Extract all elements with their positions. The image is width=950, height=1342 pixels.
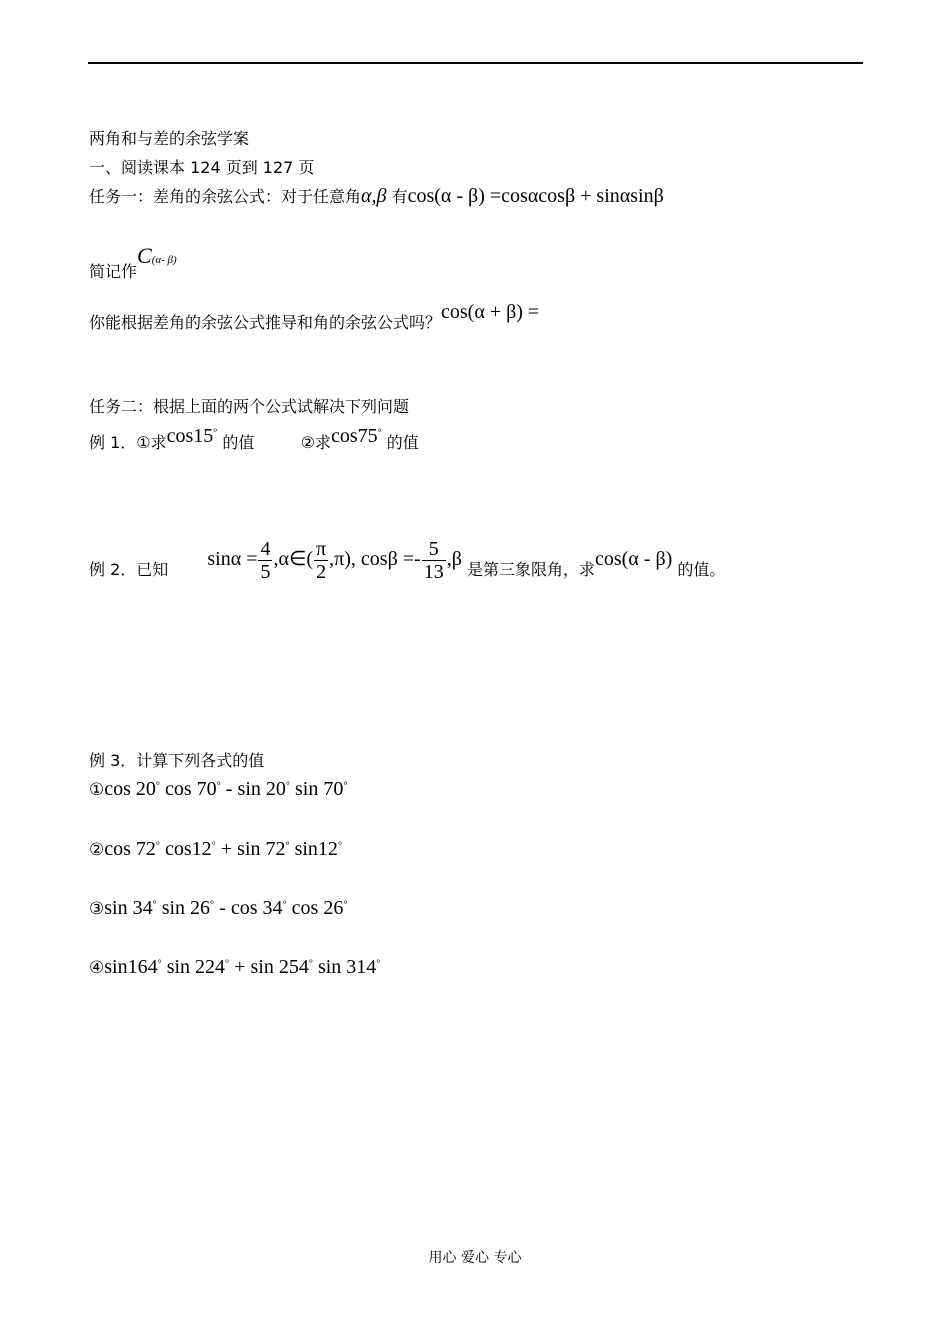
item-number: ④ [89, 958, 105, 978]
ex2-tail: 的值。 [677, 560, 726, 579]
degree: ° [225, 958, 230, 970]
term-b: sin 224 [166, 956, 226, 978]
list-item [89, 838, 342, 861]
degree: ° [155, 840, 160, 852]
question-line [89, 300, 540, 332]
abbrev-label: 简记作 [89, 262, 138, 281]
list-item [89, 897, 347, 920]
task1-label: 任务一：差角的余弦公式：对于任意角 [89, 187, 362, 206]
term-d: sin 70 [294, 778, 344, 800]
term-a: cos 20 [104, 778, 156, 800]
term-c: sin 72 [237, 838, 286, 860]
ex2-expr: cos(α - β) [595, 548, 673, 570]
term-b: cos 70 [165, 778, 217, 800]
ex2-f1-den: 5 [260, 561, 271, 583]
item-number: ① [89, 780, 105, 800]
ex2-p2: ,α∈( [273, 548, 314, 570]
ex1-suffix2: 的值 [386, 433, 419, 452]
ex2-fraction-3 [422, 538, 446, 583]
degree: ° [211, 840, 216, 852]
term-b: cos12 [165, 838, 212, 860]
degree: ° [285, 840, 290, 852]
task1-you: 有 [391, 187, 408, 206]
abbrev-line [89, 243, 177, 281]
ex1-expr2: cos75 [330, 425, 378, 447]
term-a: sin164 [104, 956, 158, 978]
ex2-fraction-1 [258, 538, 272, 583]
term-c: sin 20 [237, 778, 286, 800]
operator: - [225, 778, 233, 800]
doc-title: 两角和与差的余弦学案 [89, 129, 250, 148]
example2-line [89, 538, 725, 583]
item-number: ② [89, 840, 105, 860]
operator: + [220, 838, 233, 860]
degree: ° [376, 958, 381, 970]
term-c: sin 254 [250, 956, 309, 978]
degree: ° [152, 899, 157, 911]
ex1-expr1: cos15 [166, 425, 214, 447]
degree: ° [337, 840, 342, 852]
ex1-label: 例 1．①求 [89, 433, 167, 452]
question-text: 你能根据差角的余弦公式推导和角的余弦公式吗？ [89, 313, 442, 332]
task2-line: 任务二：根据上面的两个公式试解决下列问题 [89, 397, 410, 416]
item-number: ③ [89, 899, 105, 919]
abbrev-subscript: (α- β) [151, 254, 177, 266]
degree: ° [343, 780, 348, 792]
degree: ° [216, 780, 221, 792]
task1-line [89, 184, 664, 208]
example1-line [89, 424, 419, 452]
term-a: sin 34 [104, 897, 153, 919]
ex1-suffix1: 的值 [222, 433, 255, 452]
degree: ° [308, 958, 313, 970]
ex2-p3: ,π), cosβ =- [329, 548, 421, 570]
term-d: cos 26 [291, 897, 344, 919]
term-d: sin12 [294, 838, 338, 860]
ex2-f2-num: π [316, 538, 327, 560]
question-formula: cos(α + β) = [441, 301, 540, 323]
section-heading: 一、阅读课本 124 页到 127 页 [89, 158, 315, 177]
ex2-f2-den: 2 [316, 561, 327, 583]
degree: ° [282, 899, 287, 911]
ex2-suffix: 是第三象限角，求 [466, 560, 595, 579]
ex1-deg2: ° [377, 427, 382, 439]
term-a: cos 72 [104, 838, 156, 860]
degree: ° [285, 780, 290, 792]
term-c: cos 34 [230, 897, 283, 919]
term-b: sin 26 [161, 897, 211, 919]
operator: - [219, 897, 226, 919]
abbrev-symbol: C [137, 243, 152, 268]
header-rule [88, 62, 863, 64]
ex2-p4: ,β [446, 548, 462, 570]
list-item [89, 956, 380, 979]
ex2-f1-num: 4 [260, 538, 271, 560]
ex2-fraction-2 [314, 538, 328, 583]
example3-label: 例 3．计算下列各式的值 [89, 751, 265, 770]
ex1-deg1: ° [213, 427, 218, 439]
operator: + [234, 956, 246, 978]
ex2-f3-den: 13 [423, 561, 444, 583]
degree: ° [210, 899, 215, 911]
term-d: sin 314 [317, 956, 377, 978]
ex2-f3-num: 5 [422, 538, 446, 561]
task1-angles: α,β [361, 185, 387, 207]
ex1-label2: ②求 [300, 433, 331, 452]
task1-formula: cos(α - β) =cosαcosβ + sinαsinβ [407, 185, 664, 207]
ex2-p1: sinα = [207, 548, 258, 570]
list-item [89, 778, 347, 801]
degree: ° [343, 899, 348, 911]
ex2-label: 例 2．已知 [89, 560, 169, 579]
page-footer: 用心 爱心 专心 [428, 1250, 522, 1266]
degree: ° [155, 780, 160, 792]
degree: ° [157, 958, 162, 970]
